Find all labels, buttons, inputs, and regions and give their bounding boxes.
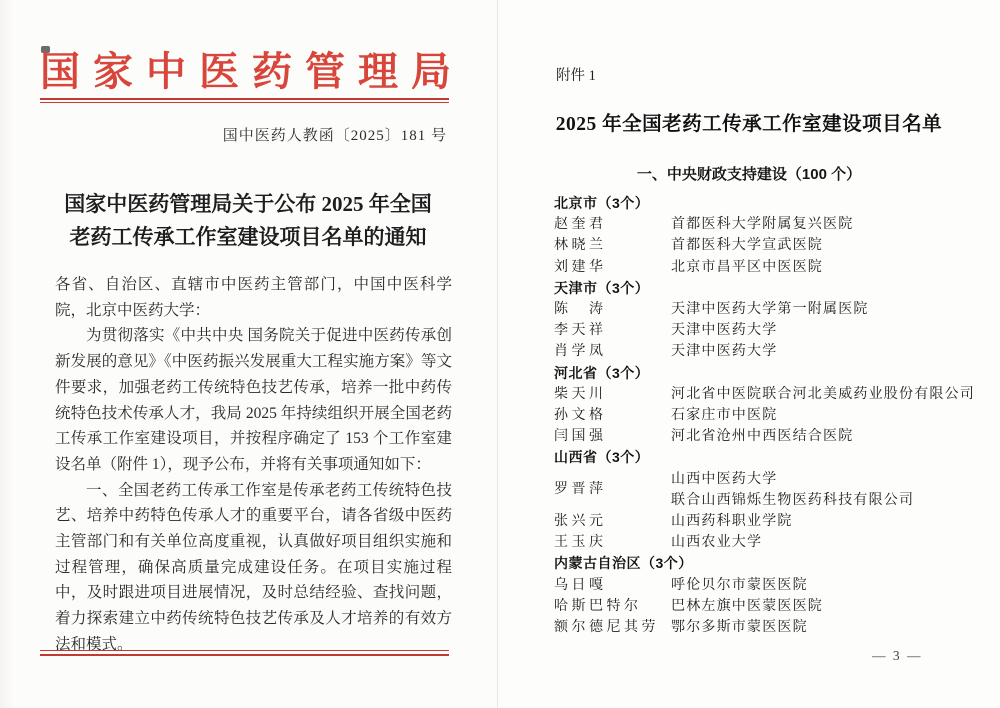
entry-org-line: 山西农业大学 — [671, 535, 763, 551]
entry-name: 柴天川 — [554, 386, 607, 402]
salutation: 各省、自治区、直辖市中医药主管部门，中国中医科学院，北京中医药大学： — [55, 276, 452, 319]
region-header-tianjin: 天津市（3个） — [554, 279, 650, 296]
entry-org-line: 鄂尔多斯市蒙医医院 — [671, 620, 808, 636]
attachment-title: 2025 年全国老药工传承工作室建设项目名单 — [555, 114, 943, 135]
document-number: 国中医药人教函〔2025〕181 号 — [222, 128, 447, 144]
entry-name: 乌日嘎 — [554, 577, 607, 593]
notice-title-line1: 国家中医药管理局关于公布 2025 年全国 — [64, 192, 432, 216]
roster-entry — [554, 469, 974, 511]
roster-entry — [554, 257, 974, 278]
entry-org-line: 首都医科大学宣武医院 — [671, 238, 823, 254]
entry-org-line: 山西药科职业学院 — [671, 514, 793, 530]
roster-entry — [554, 596, 974, 617]
entry-org — [671, 617, 808, 638]
entry-org-line: 首都医科大学附属复兴医院 — [671, 217, 854, 233]
region-header-shanxi: 山西省（3个） — [554, 449, 650, 466]
roster-entry — [554, 405, 974, 426]
entry-org — [671, 257, 823, 278]
entry-org — [671, 405, 777, 426]
entry-name: 刘建华 — [554, 259, 607, 275]
entry-org — [671, 575, 808, 596]
roster-entry — [554, 214, 974, 235]
entry-org-line: 天津中医药大学 — [671, 344, 778, 360]
entry-org-line: 呼伦贝尔市蒙医医院 — [671, 577, 808, 593]
roster-entry — [554, 384, 974, 405]
body-paragraph-1: 为贯彻落实《中共中央 国务院关于促进中医药传承创新发展的意见》《中医药振兴发展重大工程实施方案》等文件要求，加强老药工传统特色技艺传承，培养一批中药传统特色技术传承人才，我局 2025 年持续组织开展全国老药工传承工作室建设项目，并按程序确定了 153 个工作室建设名单（附件 1），现予公布，并将有关事项通知如下： — [55, 327, 452, 473]
entry-org — [671, 469, 914, 511]
entry-org — [671, 426, 853, 447]
roster-entry — [554, 320, 974, 341]
entry-org — [671, 320, 777, 341]
entry-org — [671, 532, 762, 553]
masthead-divider-rule — [40, 98, 449, 103]
notice-body — [55, 272, 452, 658]
entry-org-line: 山西中医药大学 — [671, 471, 778, 487]
entry-org-line: 天津中医药大学 — [671, 323, 778, 339]
entry-org — [671, 384, 975, 405]
entry-org-line: 河北省沧州中西医结合医院 — [671, 429, 854, 445]
entry-name: 林晓兰 — [554, 238, 607, 254]
entry-org — [671, 341, 777, 362]
roster-entry — [554, 341, 974, 362]
roster-entry — [554, 532, 974, 553]
entry-org-line: 北京市昌平区中医医院 — [671, 259, 823, 275]
notice-title — [38, 188, 458, 254]
entry-name: 李天祥 — [554, 323, 607, 339]
notice-page — [0, 0, 497, 708]
roster-entry — [554, 575, 974, 596]
region-header-neimenggu: 内蒙古自治区（3个） — [554, 555, 693, 572]
entry-org-line: 河北省中医院联合河北美威药业股份有限公司 — [671, 386, 975, 402]
region-header-hebei: 河北省（3个） — [554, 364, 650, 381]
entry-name: 张兴元 — [554, 514, 607, 530]
entry-name: 哈斯巴特尔 — [554, 598, 642, 614]
roster-entry — [554, 299, 974, 320]
region-header-beijing: 北京市（3个） — [554, 195, 650, 211]
entry-org — [671, 299, 869, 320]
roster-entry — [554, 426, 974, 447]
footer-divider-rule — [40, 650, 449, 656]
entry-org-line: 天津中医药大学第一附属医院 — [671, 302, 869, 318]
entry-org — [671, 596, 823, 617]
roster-entry — [554, 235, 974, 256]
roster-entry — [554, 511, 974, 532]
roster-entry — [554, 617, 974, 638]
section-heading: 一、中央财政支持建设（100 个） — [636, 166, 862, 183]
entry-org — [671, 511, 793, 532]
agency-masthead: 国家中医药管理局 — [40, 49, 464, 94]
entry-name: 赵奎君 — [554, 217, 607, 233]
entry-name: 孙文格 — [554, 408, 607, 424]
entry-name: 罗晋萍 — [554, 482, 607, 498]
page-number: — 3 — — [872, 648, 923, 663]
entry-name: 肖学凤 — [554, 344, 607, 360]
entry-org-line: 石家庄市中医院 — [671, 408, 778, 424]
notice-title-line2: 老药工传承工作室建设项目名单的通知 — [69, 225, 427, 249]
entry-name: 额尔德尼其劳 — [554, 620, 659, 636]
entry-org-line: 联合山西锦烁生物医药科技有限公司 — [671, 492, 915, 508]
entry-name: 陈 涛 — [554, 302, 607, 318]
body-paragraph-2: 一、全国老药工传承工作室是传承老药工传统特色技艺、培养中药特色传承人才的重要平台，请各省级中医药主管部门和有关单位高度重视，认真做好项目组织实施和过程管理，确保高质量完成建设任务。在项目实施过程中，及时跟进项目进展情况，及时总结经验、查找问题，着力探索建立中药传统特色技艺传承及人才培养的有效方法和模式。 — [55, 481, 452, 653]
entry-name: 闫国强 — [554, 429, 607, 445]
entry-org — [671, 235, 823, 256]
entry-org-line: 巴林左旗中医蒙医医院 — [671, 598, 823, 614]
entry-name: 王玉庆 — [554, 535, 607, 551]
attachment-page — [497, 0, 1000, 708]
entry-org — [671, 214, 853, 235]
attachment-label: 附件 1 — [556, 68, 596, 84]
roster — [554, 193, 974, 638]
